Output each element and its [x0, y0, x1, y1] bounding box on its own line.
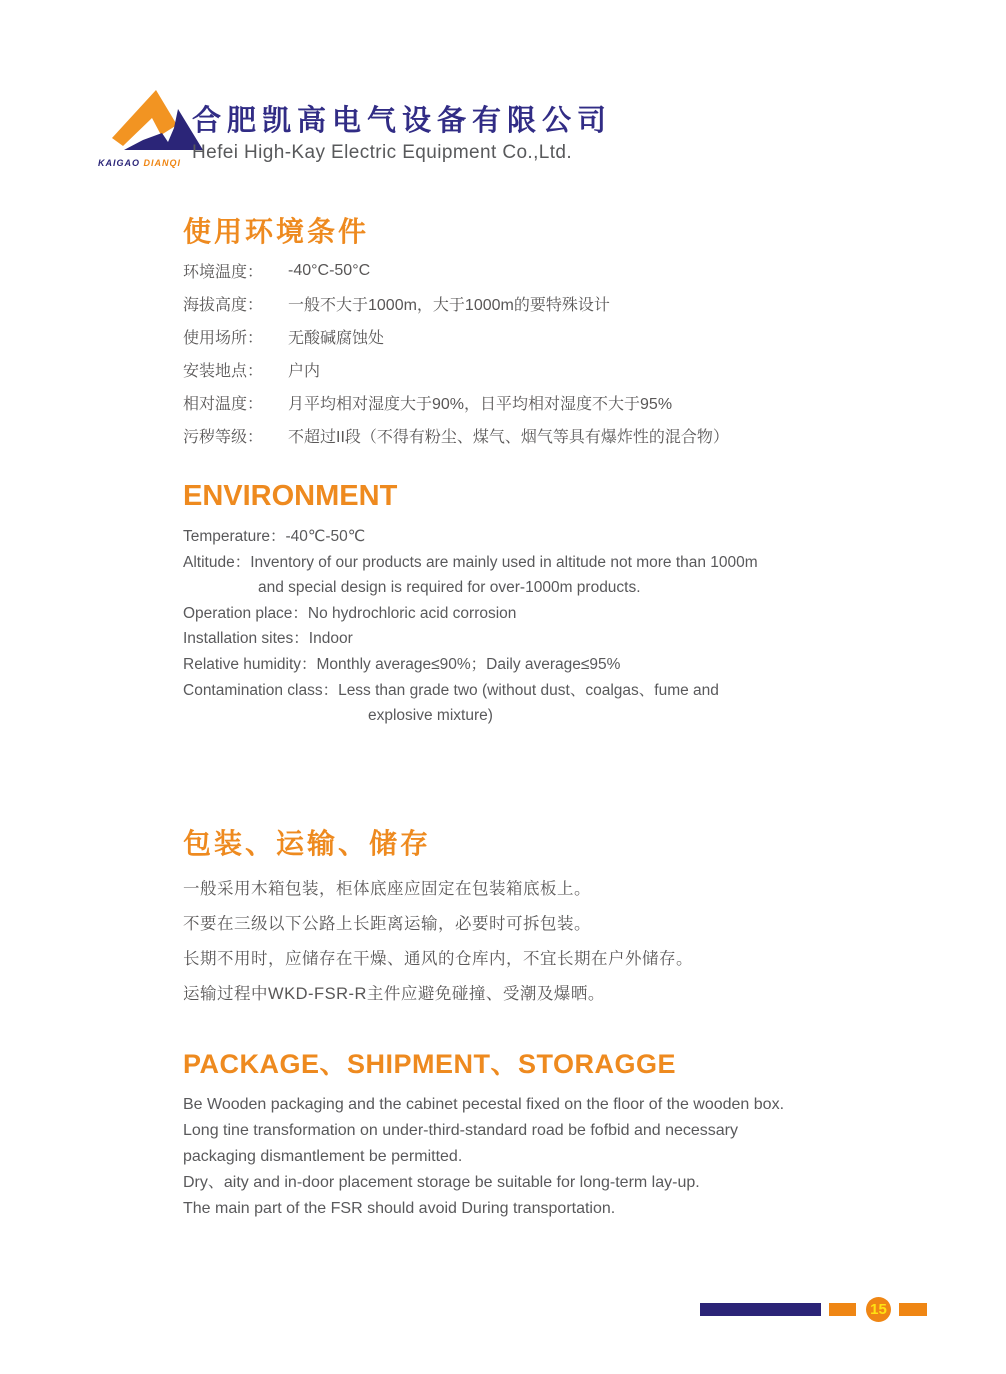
pkg-en-line: Dry、aity and in-door placement storage be suitable for long-term lay-up.: [183, 1174, 700, 1191]
section-title-pkg-en: PACKAGE、SHIPMENT、STORAGGE: [183, 1049, 677, 1079]
env-row-relative-humidity: [183, 386, 883, 419]
logo-caption-left: KAIGAO: [98, 158, 140, 168]
pkg-en-line: Long tine transformation on under-third-standard road be fofbid and necessary: [183, 1122, 739, 1139]
pkg-cn-line: 运输过程中WKD-FSR-R主件应避免碰撞、受潮及爆晒。: [183, 985, 605, 1003]
kaigao-logo-icon: [106, 88, 206, 156]
env-en-paragraph: [183, 524, 903, 729]
env-en-line: Operation place：No hydrochloric acid corrosion: [183, 604, 517, 622]
env-row-value: -40°C-50°C: [288, 261, 371, 279]
env-en-line: Altitude：Inventory of our products are mainly used in altitude not more than 1000m: [183, 553, 758, 571]
env-row-label: 使用场所：: [183, 330, 264, 347]
env-en-line: Installation sites：Indoor: [183, 630, 353, 648]
env-row-value: 月平均相对湿度大于90%，日平均相对湿度不大于95%: [288, 396, 673, 413]
pkg-cn-line: 长期不用时，应储存在干燥、通风的仓库内，不宜长期在户外储存。: [183, 950, 693, 968]
env-en-line: explosive mixture): [368, 707, 493, 725]
env-row-value: 无酸碱腐蚀处: [288, 330, 385, 347]
env-row-altitude: [183, 287, 883, 320]
company-name-cn: 合肥凯高电气设备有限公司: [192, 105, 613, 137]
pkg-en-line: The main part of the FSR should avoid During transportation.: [183, 1200, 616, 1217]
section-title-pkg-cn: 包装、运输、储存: [183, 828, 432, 859]
env-row-label: 海拔高度：: [183, 297, 264, 314]
pkg-en-line: Be Wooden packaging and the cabinet pecestal fixed on the floor of the wooden box.: [183, 1096, 785, 1113]
pkg-cn-line: 不要在三级以下公路上长距离运输，必要时可拆包装。: [183, 915, 591, 933]
page-number-badge: 15: [866, 1297, 891, 1322]
logo-caption-right: DIANQI: [143, 158, 182, 168]
company-name-en: Hefei High-Kay Electric Equipment Co.,Ltd.: [192, 142, 573, 163]
env-row-label: 安装地点：: [183, 363, 264, 380]
env-row-value: 户内: [288, 363, 321, 380]
footer-navy-bar: [700, 1303, 821, 1316]
pkg-en-paragraph: [183, 1092, 903, 1222]
pkg-en-line: packaging dismantlement be permitted.: [183, 1148, 463, 1165]
section-title-env-en: ENVIRONMENT: [183, 480, 398, 512]
section-title-env-cn: 使用环境条件: [183, 216, 370, 247]
env-condition-list: [183, 254, 883, 452]
env-row-contamination-class: [183, 419, 883, 452]
env-row-operation-place: [183, 320, 883, 353]
footer-orange-bar-right: [899, 1303, 927, 1316]
env-en-line: Temperature：-40℃-50℃: [183, 528, 366, 545]
env-en-line: Contamination class：Less than grade two (without dust、coalgas、fume and: [183, 681, 719, 699]
env-row-value: 一般不大于1000m，大于1000m的要特殊设计: [288, 297, 610, 314]
env-en-line: Relative humidity：Monthly average≤90%；Daily average≤95%: [183, 655, 621, 673]
pkg-cn-paragraph: [183, 872, 903, 1012]
env-en-line: and special design is required for over-1000m products.: [258, 579, 641, 597]
footer-orange-bar-left: [829, 1303, 856, 1316]
pkg-cn-line: 一般采用木箱包装，柜体底座应固定在包装箱底板上。: [183, 880, 591, 898]
env-row-label: 相对温度：: [183, 396, 264, 413]
env-row-temperature: [183, 254, 883, 287]
env-row-label: 污秽等级：: [183, 429, 264, 446]
env-row-label: 环境温度：: [183, 264, 264, 281]
env-row-value: 不超过II段（不得有粉尘、煤气、烟气等具有爆炸性的混合物）: [288, 429, 729, 446]
env-row-installation-site: [183, 353, 883, 386]
